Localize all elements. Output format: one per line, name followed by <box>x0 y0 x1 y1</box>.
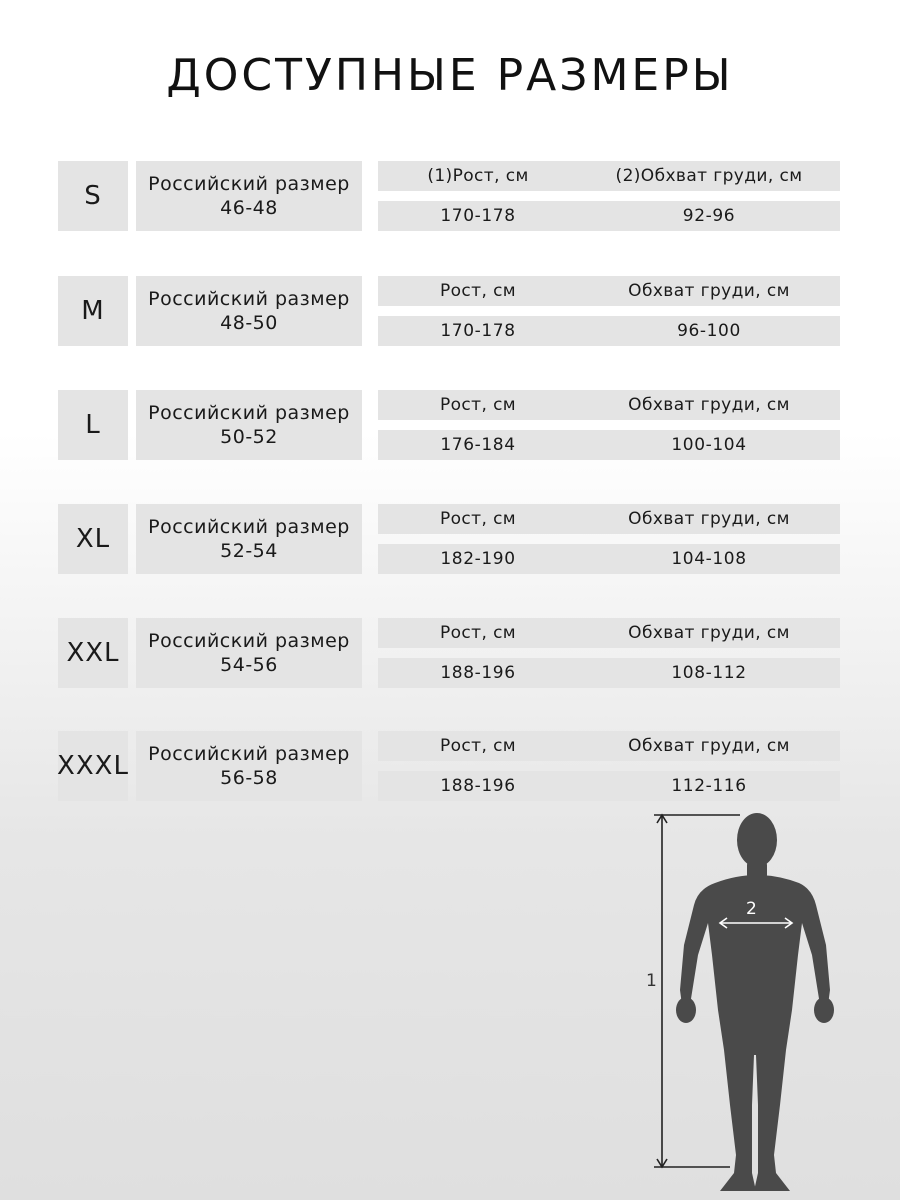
size-row-xl <box>58 504 842 574</box>
chest-header: Обхват груди, см <box>628 736 790 756</box>
measure-header-row <box>378 731 840 761</box>
measure-value-row <box>378 316 840 346</box>
chest-value: 112-116 <box>671 776 747 796</box>
human-silhouette-icon <box>640 805 900 1200</box>
size-row-l <box>58 390 842 460</box>
silhouette-body <box>676 813 834 1191</box>
height-header: Рост, см <box>439 623 517 643</box>
ru-size-range: 46-48 <box>220 197 278 219</box>
page-title: ДОСТУПНЫЕ РАЗМЕРЫ <box>166 50 734 101</box>
chest-value: 100-104 <box>671 435 747 455</box>
height-value: 170-178 <box>440 206 516 226</box>
height-header: Рост, см <box>439 395 517 415</box>
chest-header: Обхват груди, см <box>628 395 790 415</box>
measure-value-row <box>378 771 840 801</box>
chest-header: Обхват груди, см <box>628 623 790 643</box>
measure-header-row <box>378 618 840 648</box>
height-header: Рост, см <box>439 281 517 301</box>
size-label: S <box>58 161 128 231</box>
ru-size-range: 56-58 <box>220 767 278 789</box>
height-header: (1)Рост, см <box>427 166 529 186</box>
size-row-s <box>58 161 842 231</box>
body-measurement-figure <box>640 805 900 1200</box>
ru-size-cell <box>136 731 362 801</box>
height-marker-label: 1 <box>646 971 657 991</box>
chest-header: Обхват груди, см <box>628 281 790 301</box>
size-label: XXL <box>58 618 128 688</box>
ru-size-range: 48-50 <box>220 312 278 334</box>
ru-size-cell <box>136 161 362 231</box>
chest-value: 96-100 <box>677 321 741 341</box>
measure-value-row <box>378 544 840 574</box>
size-label: L <box>58 390 128 460</box>
ru-size-label: Российский размер <box>148 630 350 652</box>
ru-size-range: 54-56 <box>220 654 278 676</box>
ru-size-range: 50-52 <box>220 426 278 448</box>
ru-size-label: Российский размер <box>148 516 350 538</box>
ru-size-label: Российский размер <box>148 743 350 765</box>
height-value: 188-196 <box>440 776 516 796</box>
height-value: 176-184 <box>440 435 516 455</box>
size-row-m <box>58 276 842 346</box>
chest-header: Обхват груди, см <box>628 509 790 529</box>
height-value: 188-196 <box>440 663 516 683</box>
chest-value: 92-96 <box>682 206 736 226</box>
measure-header-row <box>378 390 840 420</box>
measure-value-row <box>378 658 840 688</box>
measure-value-row <box>378 201 840 231</box>
size-label: XXXL <box>58 731 128 801</box>
chest-value: 108-112 <box>671 663 747 683</box>
chest-value: 104-108 <box>671 549 747 569</box>
size-label: M <box>58 276 128 346</box>
measure-header-row <box>378 161 840 191</box>
chest-header: (2)Обхват груди, см <box>615 166 803 186</box>
ru-size-cell <box>136 618 362 688</box>
ru-size-label: Российский размер <box>148 288 350 310</box>
height-value: 170-178 <box>440 321 516 341</box>
ru-size-cell <box>136 276 362 346</box>
height-header: Рост, см <box>439 736 517 756</box>
measure-header-row <box>378 276 840 306</box>
ru-size-cell <box>136 504 362 574</box>
size-label: XL <box>58 504 128 574</box>
measure-value-row <box>378 430 840 460</box>
chest-marker-label: 2 <box>746 899 757 919</box>
measure-header-row <box>378 504 840 534</box>
ru-size-range: 52-54 <box>220 540 278 562</box>
ru-size-label: Российский размер <box>148 173 350 195</box>
height-header: Рост, см <box>439 509 517 529</box>
size-row-xxxl <box>58 731 842 801</box>
height-value: 182-190 <box>440 549 516 569</box>
size-row-xxl <box>58 618 842 688</box>
ru-size-cell <box>136 390 362 460</box>
ru-size-label: Российский размер <box>148 402 350 424</box>
